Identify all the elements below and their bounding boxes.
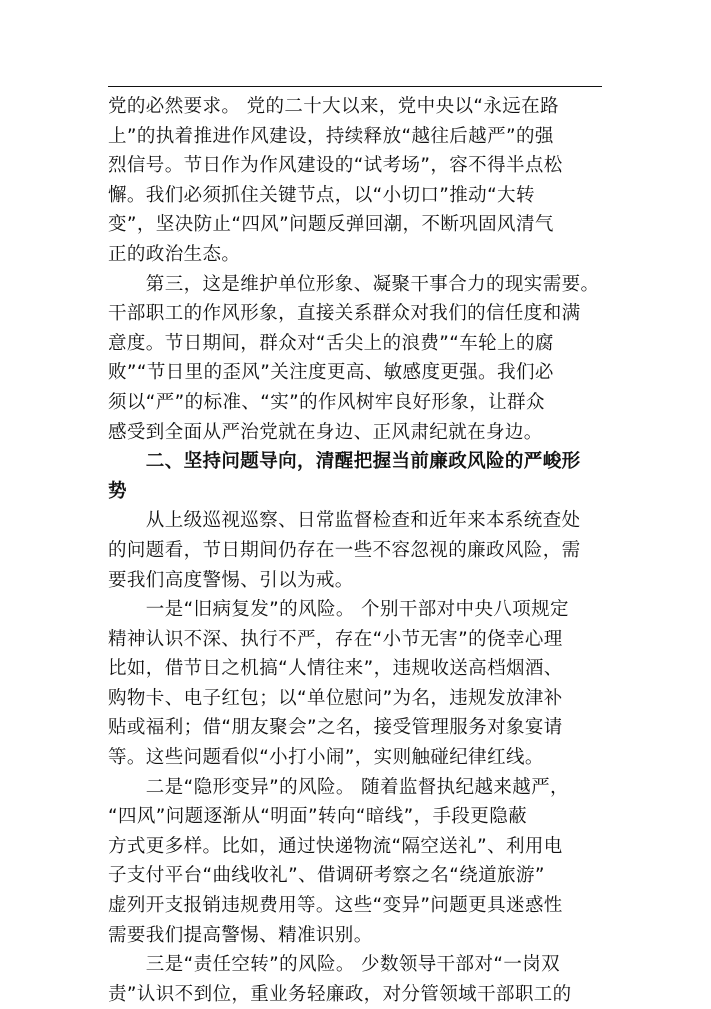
text-line: 懈。我们必须抓住关键节点，以“小切口”推动“大转	[108, 184, 535, 206]
header-rule	[108, 86, 602, 87]
text-line: 责”认识不到位，重业务轻廉政，对分管领域干部职工的	[108, 983, 572, 1005]
text-line: 购物卡、电子红包；以“单位慰问”为名，违规发放津补	[108, 687, 563, 709]
section-heading-line: 二、坚持问题导向，清醒把握当前廉政风险的严峻形	[108, 451, 581, 473]
text-line: 从上级巡视巡察、日常监督检查和近年来本系统查处	[108, 510, 581, 532]
text-line: 意度。节日期间，群众对“舌尖上的浪费”“车轮上的腐	[108, 332, 554, 354]
section-heading-line: 势	[108, 480, 127, 502]
text-line: 需要我们提高警惕、精准识别。	[108, 924, 373, 946]
text-line: 变”，坚决防止“四风”问题反弹回潮，不断巩固风清气	[108, 214, 554, 236]
text-line: 须以“严”的标准、“实”的作风树牢良好形象，让群众	[108, 391, 545, 413]
text-line: 上”的执着推进作风建设，持续释放“越往后越严”的强	[108, 125, 554, 147]
text-line: 比如，借节日之机搞“人情往来”，违规收送高档烟酒、	[108, 658, 563, 680]
text-line: 第三，这是维护单位形象、凝聚干事合力的现实需要。	[108, 273, 600, 295]
text-line: 的问题看，节日期间仍存在一些不容忽视的廉政风险，需	[108, 539, 581, 561]
text-line: 要我们高度警惕、引以为戒。	[108, 569, 354, 591]
text-line: 贴或福利；借“朋友聚会”之名，接受管理服务对象宴请	[108, 717, 563, 739]
text-line: 一是“旧病复发”的风险。 个别干部对中央八项规定	[108, 599, 569, 621]
text-line: 方式更多样。比如，通过快递物流“隔空送礼”、利用电	[108, 835, 563, 857]
text-line: 感受到全面从严治党就在身边、正风肃纪就在身边。	[108, 421, 543, 443]
text-line: 三是“责任空转”的风险。 少数领导干部对“一岗双	[108, 954, 561, 976]
text-line: 精神认识不深、执行不严，存在“小节无害”的侥幸心理	[108, 628, 563, 650]
text-line: 子支付平台“曲线收礼”、借调研考察之名“绕道旅游”	[108, 865, 545, 887]
document-body	[108, 92, 628, 1009]
text-line: 党的必然要求。 党的二十大以来，党中央以“永远在路	[108, 96, 559, 117]
text-line: 二是“隐形变异”的风险。 随着监督执纪越来越严，	[108, 776, 569, 798]
text-line: 正的政治生态。	[108, 243, 241, 265]
text-line: 虚列开支报销违规费用等。这些“变异”问题更具迷惑性	[108, 895, 563, 917]
text-line: 干部职工的作风形象，直接关系群众对我们的信任度和满	[108, 303, 581, 325]
text-line: 败”“节日里的歪风”关注度更高、敏感度更强。我们必	[108, 362, 554, 384]
text-line: 烈信号。节日作为作风建设的“试考场”，容不得半点松	[108, 155, 563, 177]
text-line: “四风”问题逐渐从“明面”转向“暗线”，手段更隐蔽	[108, 806, 528, 828]
text-line: 等。这些问题看似“小打小闹”，实则触碰纪律红线。	[108, 747, 544, 769]
